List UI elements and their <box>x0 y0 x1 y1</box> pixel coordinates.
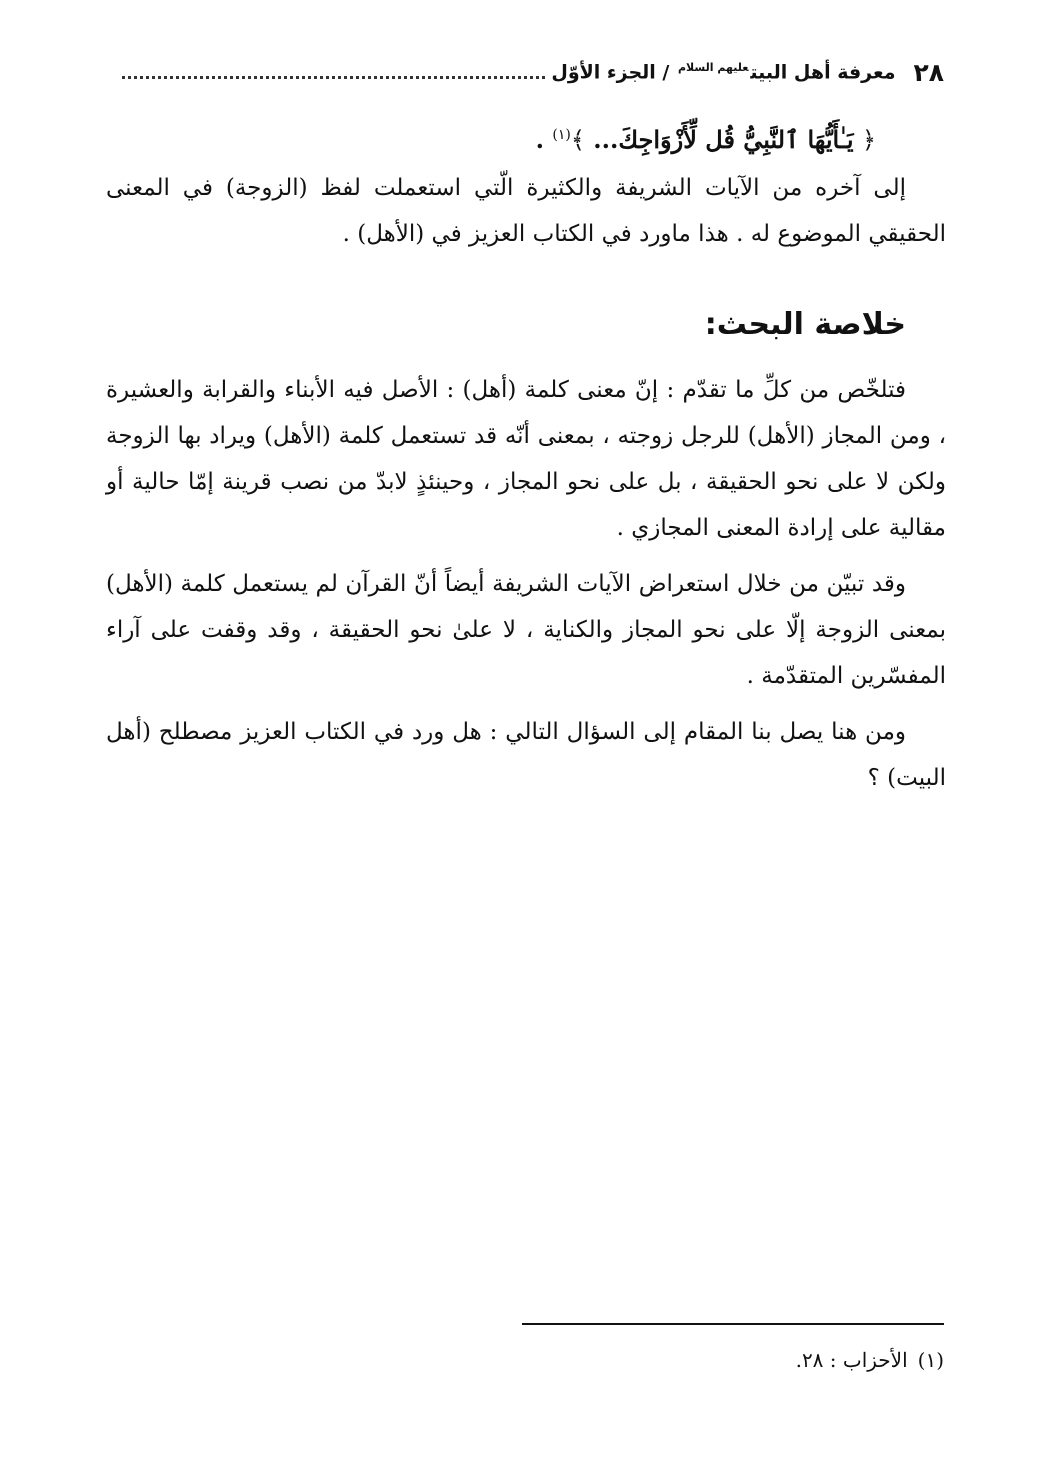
honorific-glyph: عليهم السلام <box>677 60 749 74</box>
verse-end: . <box>535 125 544 154</box>
footnote-text: الأحزاب : ٢٨. <box>795 1348 908 1372</box>
paragraph-4: ومن هنا يصل بنا المقام إلى السؤال التالي : هل ورد في الكتاب العزيز مصطلح (أهل البيت) ؟ <box>106 719 946 791</box>
running-header <box>108 52 944 92</box>
paragraph-3: وقد تبيّن من خلال استعراض الآيات الشريفة أيضاً أنّ القرآن لم يستعمل كلمة (الأهل) بمعنى الزوجة إلّا على نحو المجاز والكناية ، لا علىٰ نحو الحقيقة ، وقد وقفت على آراء المفسّرين المتقدّمة . <box>106 571 946 689</box>
verse-close-brace: ﴾ <box>570 126 585 154</box>
footnote-number: (١) <box>917 1348 944 1372</box>
footnote-reference: (١) <box>552 127 571 143</box>
running-title <box>551 61 895 83</box>
verse-open-brace: ﴿ <box>861 126 876 154</box>
section-heading: خلاصة البحث: <box>704 307 906 342</box>
page-number: ٢٨ <box>913 57 944 87</box>
footnote <box>600 1343 948 1377</box>
paragraph-2: فتلخّص من كلِّ ما تقدّم : إنّ معنى كلمة (أهل) : الأصل فيه الأبناء والقرابة والعشيرة ، ومن المجاز (الأهل) للرجل زوجته ، بمعنى أنّه قد تستعمل كلمة (الأهل) ويراد بها الزوجة ولكن لا على نحو الحقيقة ، بل على نحو المجاز ، وحينئذٍ لابدّ من نصب قرينة إمّا حالية أو مقالية على إرادة المعنى المجازي . <box>106 377 946 541</box>
running-title-part: / الجزء الأوّل <box>551 61 670 84</box>
quranic-verse <box>106 110 876 165</box>
verse-text: يَـٰأَيُّهَا ٱلنَّبِيُّ قُل لِّأَزْوَاجِكَ... <box>593 125 854 154</box>
body-text <box>106 110 946 801</box>
footnote-divider <box>522 1323 944 1325</box>
running-title-main: معرفة أهل البيت <box>750 61 896 84</box>
paragraph-1: إلى آخره من الآيات الشريفة والكثيرة الّتي استعملت لفظ (الزوجة) في المعنى الحقيقي الموضوع له . هذا ماورد في الكتاب العزيز في (الأهل) . <box>106 175 946 247</box>
header-leader-dots <box>122 76 545 79</box>
